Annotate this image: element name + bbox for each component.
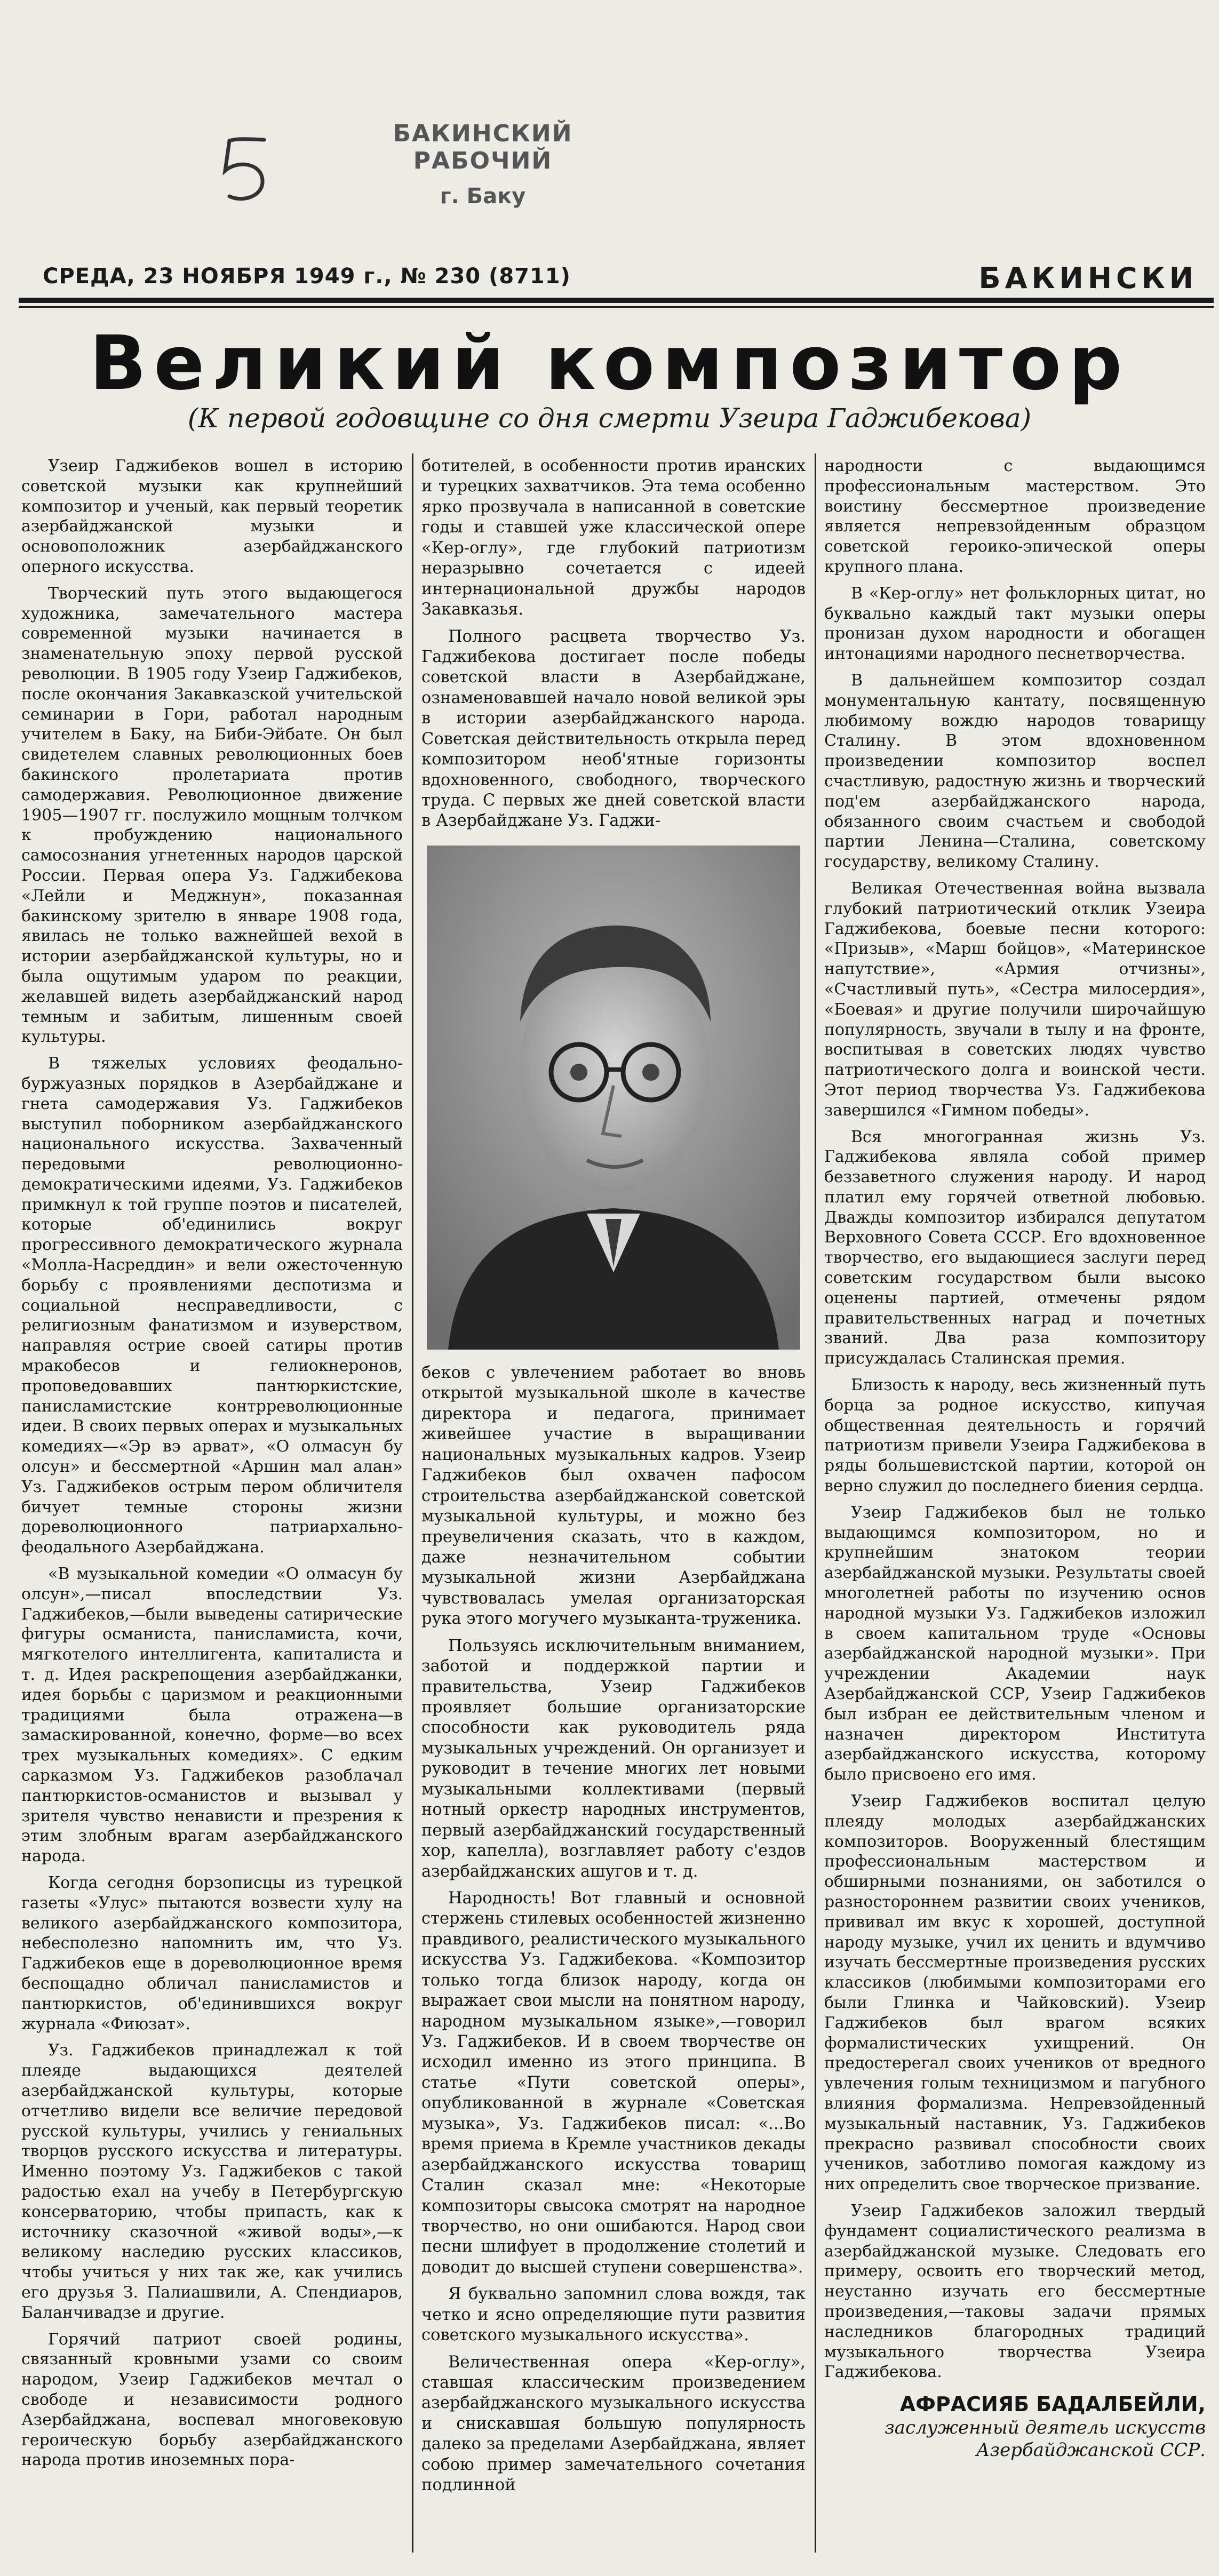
paragraph: В «Кер-оглу» нет фольклорных цитат, но буквально каждый такт музыки оперы пронизан духом народности и обогащен интонациями народного песнетворчества. <box>824 584 1206 664</box>
author-name: АФРАСИЯБ БАДАЛБЕЙЛИ, <box>899 2392 1206 2417</box>
masthead-rule-thin <box>19 306 1214 308</box>
paragraph: народности с выдающимся профессиональным мастерством. Это воистину бессмертное произведение является непревзойденным образцом советской героико-эпической оперы крупного плана. <box>824 457 1206 576</box>
column-divider-1 <box>412 453 413 2553</box>
paragraph: Великая Отечественная война вызвала глубокий патриотический отклик Узеира Гаджибекова, боевые песни которого: «Призыв», «Марш бойцов», «Материнское напутствие», «Армия отчизны», «Счастливый путь», «Сестра милосердия», «Боевая» и другие получили широчайшую популярность, звучали в тылу и на фронте, воспитывая в советских людях чувство патриотического долга и воинской чести. Этот период творчества Уз. Гаджибекова завершился «Гимном победы». <box>824 879 1206 1120</box>
portrait-photo-icon <box>427 846 800 1350</box>
paragraph: Узеир Гаджибеков заложил твердый фундамент социалистического реализма в азербайджанской музыке. Следовать его примеру, освоить его творческий метод, неустанно изучать его бессмертные произведения,—таковы задачи прямых наследников благородных традиций музыкального творчества Узеира Гаджибекова. <box>824 2201 1206 2382</box>
article-column-1 <box>21 456 403 2470</box>
column-divider-2 <box>815 453 816 2553</box>
paragraph: Народность! Вот главный и основной стержень стилевых особенностей жизненно правдивого, реалистического музыкального искусства Уз. Гаджибекова. «Композитор только тогда близок народу, когда он выражает свои мысли на понятном народу, народном музыкальном языке»,—говорил Уз. Гаджибеков. И в своем творчестве он исходил именно из этого принципа. В статье «Пути советской оперы», опубликованной в журнале «Советская музыка», Уз. Гаджибеков писал: «...Во время приема в Кремле участников декады азербайджанского искусства товарищ Сталин сказал мне: «Некоторые композиторы свысока смотрят на народное творчество, но они ошибаются. Народ свои песни шлифует в продолжение столетий и доводит до высшей ступени совершенства». <box>421 1888 806 2277</box>
stamp-line-1: БАКИНСКИЙ РАБОЧИЙ <box>393 120 573 174</box>
paragraph: Творческий путь этого выдающегося художника, замечательного мастера современной музыки начинается в знаменательную эпоху первой русской революции. В 1905 году Узеир Гаджибеков, после окончания Закавказской учительской семинарии в Гори, работал народным учителем в Баку, на Биби-Эйбате. Он был свидетелем славных революционных боев бакинского пролетариата против самодержавия. Революционное движение 1905—1907 гг. послужило мощным толчком к пробуждению национального самосознания угнетенных народов царской России. Первая опера Уз. Гаджибекова «Лейли и Меджнун», показанная бакинскому зрителю в январе 1908 года, явилась не только важнейшей вехой в истории азербайджанской культуры, но и была ощутимым ударом по реакции, желавшей видеть азербайджанский народ темным и забитым, лишенным своей культуры. <box>21 584 403 1047</box>
article-title: Великий композитор <box>89 320 1130 407</box>
library-stamp <box>368 120 597 209</box>
paragraph: беков с увлечением работает во вновь открытой музыкальной школе в качестве директора и педагога, принимает живейшее участие в выращивании национальных музыкальных кадров. Узеир Гаджибеков был охвачен пафосом строительства азербайджанской советской музыкальной культуры, и можно без преувеличения сказать, что в каждом, даже незначительном событии музыкальной жизни Азербайджана чувствовалась умелая организаторская рука этого могучего музыканта-труженика. <box>421 1363 806 1629</box>
paragraph: Близость к народу, весь жизненный путь борца за родное искусство, кипучая общественная деятельность и горячий патриотизм привели Узеира Гаджибекова в ряды большевистской партии, которой он верно служил до последнего биения сердца. <box>824 1376 1206 1496</box>
paragraph: ботителей, в особенности против иранских и турецких захватчиков. Эта тема особенно ярко прозвучала в написанной в советские годы и ставшей уже классической опере «Кер-оглу», где глубокий патриотизм неразрывно сочетается с идеей интернациональной дружбы народов Закавказья. <box>421 457 806 619</box>
paragraph: Когда сегодня борзописцы из турецкой газеты «Улус» пытаются возвести хулу на великого азербайджанского композитора, небесполезно напомнить им, что Уз. Гаджибеков еще в дореволюционное время беспощадно обличал панисламистов и пантюркистов, об'единившихся вокруг журнала «Фиюзат». <box>21 1873 403 2033</box>
article-column-3 <box>824 456 1206 2461</box>
portrait-photo <box>427 846 800 1350</box>
paragraph: Уз. Гаджибеков принадлежал к той плеяде выдающихся деятелей азербайджанской культуры, которые отчетливо видели все величие передовой русской культуры, учились у гениальных творцов русского искусства и литературы. Именно поэтому Уз. Гаджибеков с такой радостью ехал на учебу в Петербургскую консерваторию, чтобы припасть, как к источнику сказочной «живой воды»,—к великому наследию русских классиков, чтобы учиться у них так же, как учились его друзья З. Палиашвили, А. Спендиаров, Баланчивадзе и другие. <box>21 2041 403 2322</box>
article-subtitle: (К первой годовщине со дня смерти Узеира Гаджибекова) <box>187 403 1032 434</box>
dateline: СРЕДА, 23 НОЯБРЯ 1949 г., № 230 (8711) <box>43 264 571 289</box>
paragraph: Узеир Гаджибеков воспитал целую плеяду молодых азербайджанских композиторов. Вооруженный блестящим профессиональным мастерством и обширными познаниями, он заботился о разностороннем развитии своих учеников, прививал им вкус к хорошей, доступной народу музыке, учил их ценить и вдумчиво изучать бессмертные произведения русских классиков (любимыми композиторами его были Глинка и Чайковский). Узеир Гаджибеков был врагом всяких формалистических ухищрений. Он предостерегал своих учеников от вредного увлечения голым техницизмом и пагубного влияния формализма. Непревзойденный музыкальный наставник, Уз. Гаджибеков прекрасно развивал способности своих учеников, заботливо помогая каждому из них определить свое творческое призвание. <box>824 1792 1206 2194</box>
article-column-2-top <box>421 456 806 832</box>
masthead-rule-thick <box>19 298 1214 303</box>
paragraph: Узеир Гаджибеков был не только выдающимся композитором, но и крупнейшим знатоком теории азербайджанской музыки. Результаты своей многолетней работы по изучению основ народной музыки Уз. Гаджибеков изложил в своем капитальном труде «Основы азербайджанской народной музыки». При учреждении Академии наук Азербайджанской ССР, Узеир Гаджибеков был избран ее действительным членом и назначен директором Института азербайджанского искусства, которому было присвоено его имя. <box>824 1503 1206 1784</box>
stamp-line-2: г. Баку <box>440 184 526 209</box>
paragraph: В тяжелых условиях феодально-буржуазных порядков в Азербайджане и гнета самодержавия Уз. Гаджибеков выступил поборником азербайджанского национального искусства. Захваченный передовыми революционно-демократическими идеями, Уз. Гаджибеков примкнул к той группе поэтов и писателей, которые об'единились вокруг прогрессивного демократического журнала «Молла-Насреддин» и вели ожесточенную борьбу с проявлениями деспотизма и социальной несправедливости, с религиозным фанатизмом и изуверством, направляя острие своей сатиры против мракобесов и гелиокнеронов, проповедовавших пантюркистские, панисламистские контрреволюционные идеи. В своих первых операх и музыкальных комедиях—«Эр вэ арват», «О олмасун бу олсун» и бессмертной «Аршин мал алан» Уз. Гаджибеков острым пером обличителя бичует темные стороны жизни дореволюционного патриархально-феодального Азербайджана. <box>21 1054 403 1557</box>
paragraph: Величественная опера «Кер-оглу», ставшая классическим произведением азербайджанского музыкального искусства и снискавшая большую популярность далеко за пределами Азербайджана, являет собою пример замечательного сочетания подлинной <box>421 2352 806 2495</box>
paragraph: Горячий патриот своей родины, связанный кровными узами со своим народом, Узеир Гаджибеков мечтал о свободе и независимости родного Азербайджана, воспевал многовековую героическую борьбу азербайджанского народа против иноземных пора- <box>21 2330 403 2470</box>
author-title: Азербайджанской ССР. <box>976 2439 1206 2461</box>
paragraph: Узеир Гаджибеков вошел в историю советской музыки как крупнейший композитор и ученый, как первый теоретик азербайджанской музыки и основоположник азербайджанского оперного искусства. <box>21 457 403 576</box>
author-title: заслуженный деятель искусств <box>885 2417 1206 2439</box>
paragraph: Я буквально запомнил слова вождя, так четко и ясно определяющие пути развития советского музыкального искусства». <box>421 2285 806 2345</box>
article-column-2-bottom <box>421 1363 806 2496</box>
newspaper-name: БАКИНСКИ <box>978 261 1198 295</box>
handwritten-mark-icon <box>213 133 277 208</box>
paragraph: Полного расцвета творчество Уз. Гаджибекова достигает после победы советской власти в Азербайджане, ознаменовавшей начало новой великой эры в истории азербайджанского народа. Советская действительность открыла перед композитором необ'ятные горизонты вдохновенного, свободного, творческого труда. С первых же дней советской власти в Азербайджане Уз. Гаджи- <box>421 627 806 831</box>
paragraph: «В музыкальной комедии «О олмасун бу олсун»,—писал впоследствии Уз. Гаджибеков,—были выведены сатирические фигуры османиста, панисламиста, кочи, мягкотелого интеллигента, капиталиста и т. д. Идея раскрепощения азербайджанки, идея борьбы с царизмом и реакционными традициями была отражена—в замаскированной, конечно, форме—во всех трех музыкальных комедиях». С едким сарказмом Уз. Гаджибеков разоблачал пантюркистов-османистов и вызывал у зрителя чувство ненависти и презрения к этим злобным врагам азербайджанского народа. <box>21 1565 403 1866</box>
paragraph: Вся многогранная жизнь Уз. Гаджибекова являла собой пример беззаветного служения народу. И народ платил ему горячей ответной любовью. Дважды композитор избирался депутатом Верховного Совета СССР. Его вдохновенное творчество, его выдающиеся заслуги перед советским государством были высоко оценены партией, отмечены рядом правительственных наград и почетных званий. Два раза композитору присуждалась Сталинская премия. <box>824 1127 1206 1368</box>
paragraph: Пользуясь исключительным вниманием, заботой и поддержкой партии и правительства, Узеир Гаджибеков проявляет большие организаторские способности как руководитель ряда музыкальных учреждений. Он организует и руководит в течение многих лет новыми музыкальными коллективами (первый нотный оркестр народных инструментов, первый азербайджанский государственный хор, капелла), возглавляет работу с'ездов азербайджанских ашугов и т. д. <box>421 1636 806 1881</box>
paragraph: В дальнейшем композитор создал монументальную кантату, посвященную любимому вождю народов товарищу Сталину. В этом вдохновенном произведении композитор воспел счастливую, радостную жизнь и творческий под'ем азербайджанского народа, обязанного своим счастьем и свободой партии Ленина—Сталина, советскому государству, великому Сталину. <box>824 671 1206 872</box>
